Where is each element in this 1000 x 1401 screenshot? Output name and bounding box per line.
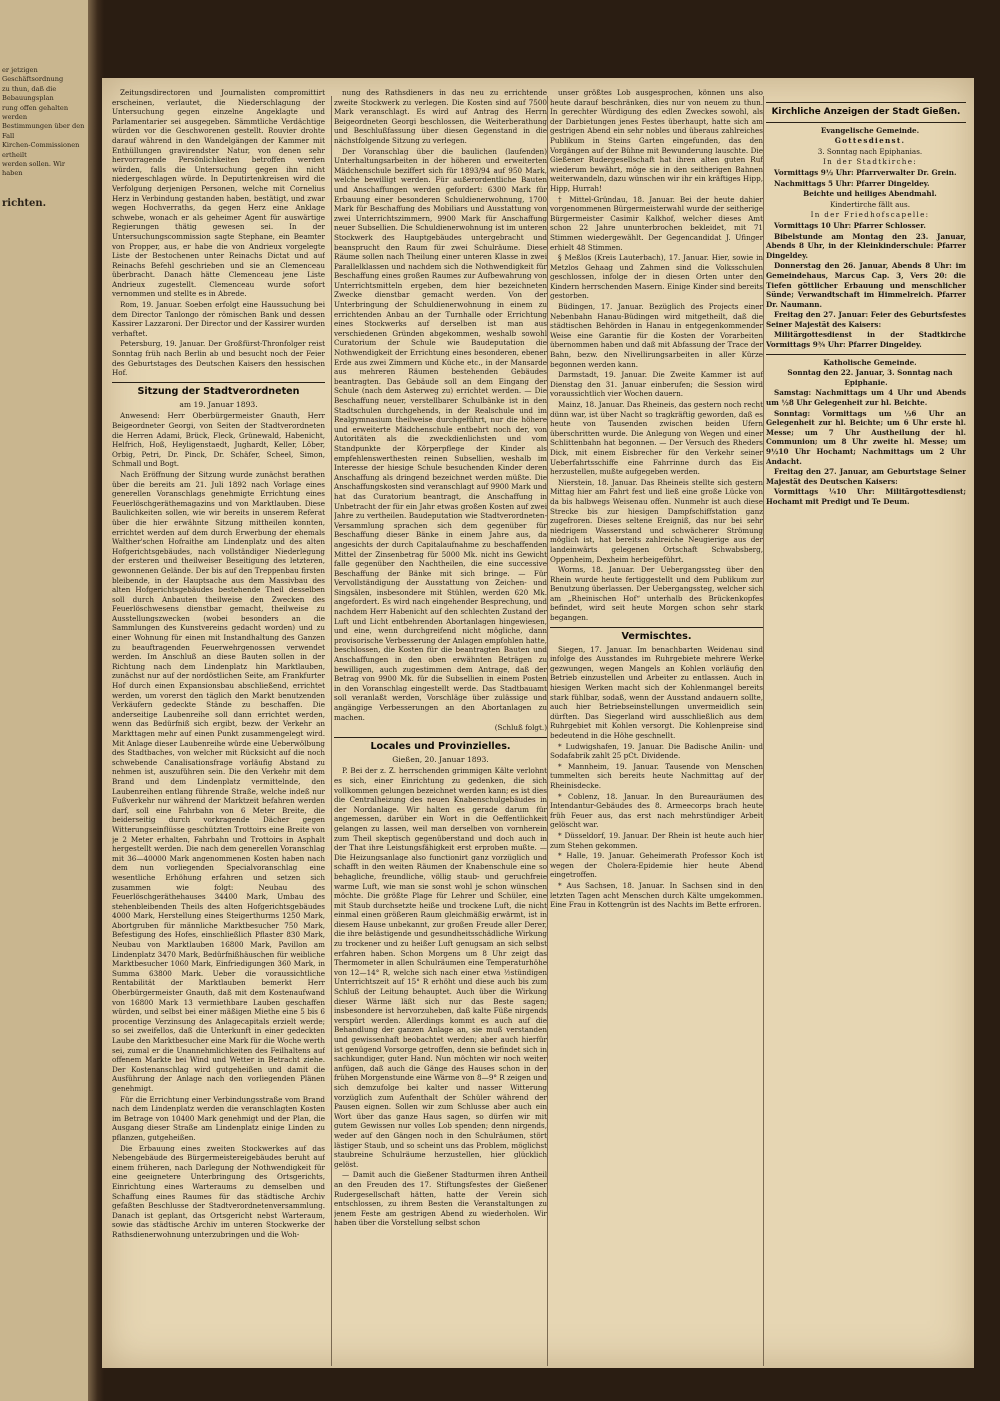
paragraph: Nach Eröffnung der Sitzung wurde zunächst berathen über die bereits am 21. Juli 1892 nach Vorlage eines generellen Voranschlags genehmigte Errichtung eines Feuerlöschgeräthemagazins und von Marktlauben. Diese Baulichkeiten sollen, wie wir bereits in unserem Referat über die hier erwähnte Sitzung mittheilen konnten, errichtet werden auf dem durch Erwerbung der ehemals Walther'schen Hofraithe am Lindenplatz und des alten Hofgerichtsgebäudes, nach vollständiger Niederlegung der ersteren und theilweiser Beseitigung des letzteren, gewonnenen Gelände. Der bis auf den Treppenbau firsten bleibende, in der Hauptsache aus dem Massivbau des alten Hofgerichtsgebäudes bestehende Theil desselben soll durch Anbauten theilweise den Zwecken des Feuerlöschwesens dienstbar gemacht, theilweise zu Ausstellungszwecken (wobei besonders an die Sammlungen des Kunstvereins gedacht worden) und zu einer Wohnung für einen mit Instandhaltung des Ganzen zu beauftragenden Feuerwehrgenossen verwendet werden. Im Anschluß an diese Bauten sollen in der Richtung nach dem Lindenplatz hin Marktlauben, zunächst nur auf der nordöstlichen Seite, am Frankfurter Hof durch einen Expansionsbau abschließend, errichtet werden, um vorerst den täglich den Markt benutzenden Verkäufern gedeckte Stände zu beschaffen. Die anderseitige Laubenreihe soll dann errichtet werden, wenn das Bedürfniß sich ergibt, bezw. der Verkehr an Markttagen mehr auf einen Punkt zusammengelegt wird. Mit Anlage dieser Laubenreihe würde eine Ueberwölbung des Stadtbaches, von welcher mit Rücksicht auf die noch schwebende Canalisationsfrage vorläufig Abstand zu nehmen ist, auszuführen sein. Die den Verkehr mit dem Brand und dem Lindenplatz vermittelnde, den Laubenreihen entlang führende Straße, welche indeß nur Fußverkehr nur während der Marktzeit befahren werden darf, soll eine Fahrbahn von 6 Meter Breite, die beiderseitig durch vorkragende Dächer gegen Witterungseinflüsse geschützten Trottoirs eine Breite von je 2 Meter erhalten, Fahrbahn und Trottoirs in Asphalt hergestellt werden. Die nach dem generellen Voranschlag mit 36—40000 Mark angenommenen Kosten haben nach dem nun vorliegenden Specialvoranschlag eine wesentliche Erhöhung erfahren und setzen sich zusammen wie folgt: Neubau des Feuerlöschgeräthehauses 34400 Mark, Umbau des stehenbleibenden Theils des alten Hofgerichtsgebäudes 4000 Mark, Herstellung eines Steigerthurms 1250 Mark, Abortgruben für männliche Marktbesucher 750 Mark, Befestigung des Hofes, einschließlich Pflaster 830 Mark, Neubau von Marktlauben 16800 Mark, Pavillon am Lindenplatz 3470 Mark, Bedürfnißhäuschen für weibliche Marktbesucher 1060 Mark, Einfriedigungen 360 Mark, in Summa 63800 Mark. Ueber die voraussichtliche Rentabilität der Marktlauben bemerkt Herr Oberbürgermeister Gnauth, daß mit dem Kostenaufwand von 16800 Mark 13 vermiethbare Lauben geschaffen würden, und selbst bei einer mäßigen Miethe eine 5 bis 6 procentige Verzinsung des Anlagecapitals erzielt werde; so sei zweifellos, daß die Unterkunft in einer gedeckten Laube den Marktbesucher eine Mark für die Woche werth sei, zumal er die Unannehmlichkeiten des Feilhaltens auf offenem Markte bei Wind und Wetter in Betracht ziehe. Der Kostenanschlag wird gutgeheißen und damit die Ausführung der Anlage nach den vorliegenden Plänen genehmigt.: [112, 469, 325, 1093]
church-line: Freitag den 27. Januar: Feier des Geburtsfestes Seiner Majestät des Kaisers:: [766, 310, 966, 329]
left-page-line: zu thun, daß die Bebauungsplan: [2, 84, 57, 103]
church-line: Militärgottesdienst in der Stadtkirche Vormittags 9¾ Uhr: Pfarrer Dingeldey.: [766, 330, 966, 350]
left-page-heading: richten.: [2, 197, 47, 209]
section-rule: [766, 122, 966, 123]
left-page-line: Kirchen-Commissionen ertheilt: [2, 141, 80, 159]
column-2: [334, 88, 547, 1363]
paragraph: P. Bei der z. Z. herrschenden grimmigen Kälte verlohnt es sich, einer Einrichtung zu gedenken, die sich vollkommen gelungen bezeichnet werden kann; es ist dies die Centralheizung des neuen Knabenschulgebäudes in der Nordanlage. Wir halten es gerade darum für angemessen, darüber ein Wort in die Oeffentlichkeit gelangen zu lassen, weil man derselben von vornherein zum Theil skeptisch gegenüberstand und doch auch in der That ihre Leistungsfähigkeit erst erproben mußte. — Die Heizungsanlage also functionirt ganz vorzüglich und schafft in den weiten Räumen der Knabenschule eine so behagliche, freundliche, völlig staub- und geruchfreie warme Luft, wie man sie sonst wohl je schon wünschen möchte. Die größte Plage für Lehrer und Schüler, eine mit Staub durchsetzte heiße und trockene Luft, die nicht einmal einen größeren Raum gleichmäßig erwärmt, ist in diesem Hause unbekannt, zur großen Freude aller Derer, die ihre belästigende und gesundheitsschädliche Wirkung zu trockener und zu heißer Luft genugsam an sich selbst erfahren haben. Schon Morgens um 8 Uhr zeigt das Thermometer in allen Schulräumen eine Temperaturhöhe von 12—14° R, welche sich nach einer etwa ½stündigen Unterrichtszeit auf 15° R erhöht und diese auch bis zum Schluß der Leitung behauptet. Auch über die Wirkung dieser Wärme läßt sich nur das Beste sagen; insbesondere ist hervorzuheben, daß kalte Füße nirgends verspürt werden. Allerdings kommt es auch auf die Behandlung der ganzen Anlage an, sie muß verstanden und gewissenhaft beobachtet werden; aber auch hierfür ist genügend Vorsorge getroffen, denn sie befindet sich in sachkundiger, guter Hand. Nun möchten wir noch weiter anfügen, daß auch die Gänge des Hauses schon in der frühen Morgenstunde eine Wärme von 8—9° R zeigen und sich demzufolge bei kalter und nasser Witterung vorzüglich zum Aufenthalt der Schüler während der Pausen eignen. Sollen wir zum Schlusse aber auch ein Wort über das ganze Haus sagen, so dürfen wir mit gutem Gewissen nur volles Lob spenden; denn nirgends, weder auf den Gängen noch in den Schulräumen, stört lästiger Staub, und so scheint uns das Problem, möglichst staubreine Schulräume herzustellen, hier glücklich gelöst.: [334, 766, 547, 1169]
column-3: [550, 88, 763, 1363]
church-line: Freitag den 27. Januar, am Geburtstage Seiner Majestät des Deutschen Kaisers:: [766, 467, 966, 486]
article-petersburg: Petersburg, 19. Januar. Der Großfürst-Thronfolger reist Sonntag früh nach Berlin ab und besucht noch der Feier des Geburtstages des Deutschen Kaisers den hessischen Hof.: [112, 339, 325, 378]
paragraph: — Damit auch die Gießener Stadturmen ihren Antheil an den Freuden des 17. Stiftungsfestes der Gießener Rudergesellschaft hätten, hatte der Verein sich entschlossen, zu ihrem Besten die Veranstaltungen zu jenem Feste am gestrigen Abend zu wiederholen. Wir haben über die Vorstellung selbst schon: [334, 1170, 547, 1228]
church-line: Kindertirche fällt aus.: [829, 199, 910, 209]
paragraph: * Mannheim, 19. Januar. Tausende von Menschen tummelten sich bereits heute Nachmittag auf der Rheinisdecke.: [550, 761, 763, 790]
church-line: Vormittags 9½ Uhr: Pfarrverwalter Dr. Grein.: [774, 167, 957, 177]
column-1: [112, 88, 325, 1363]
section-date: am 19. Januar 1893.: [179, 399, 258, 409]
church-line: Sonntag: Vormittags um ½6 Uhr an Gelegenheit zur hl. Beichte; um 6 Uhr erste hl. Messe; um 7 Uhr Austheilung der hl. Communion; um 8 Uhr zweite hl. Messe; um 9½10 Uhr Hochamt; Nachmittags um 2 Uhr Andacht.: [766, 408, 966, 466]
paragraph: Nierstein, 18. Januar. Das Rheineis stellte sich gestern Mittag hier am Fahrt fest und ließ eine große Lücke von da bis halbwegs Weisenau offen. Nunmehr ist auch diese Strecke bis zur hiesigen Dampfschiffstation ganz zugefroren. Dieses seltene Ereigniß, das nur bei sehr niedrigem Wasserstand und schwächerer Strömung möglich ist, hat bereits zahlreiche Neugierige aus der landeinwärts gelegenen Ortschaft Schwabsberg, Oppenheim, Dexheim herbeigeführt.: [550, 477, 763, 564]
left-page-line: Bestimmungen über den Fall: [2, 122, 85, 140]
section-dateline: Gießen, 20. Januar 1893.: [392, 754, 489, 764]
left-page-line: rung offen gehalten werden: [2, 103, 69, 122]
column-4: [766, 88, 966, 1363]
paragraph: Der Voranschlag über die baulichen (laufenden) Unterhaltungsarbeiten in der höheren und erweiterten Mädchenschule beziffert sich für 1893/94 auf 950 Mark, welche bewilligt werden. Für außerordentliche Bauten und Anschaffungen werden gefordert: 6300 Mark für Erbauung einer besonderen Schuldienerwohnung, 1700 Mark für Beschaffung des Mobiliars und Ausstattung von zwei Unterrichtszimmern, 9900 Mark für Anschaffung neuer Subsellien. Die Schuldienerwohnung ist im unteren Stockwerk des Hauptgebäudes untergebracht und beansprucht den Raum für zwei Schulräume. Diese Räume sollen nach Theilung einer unteren Klasse in zwei Parallelklassen und nachdem sich die Nothwendigkeit für Beschaffung eines großen Raumes zur Aufbewahrung von Unterrichtsmitteln ergeben, dem hier bezeichneten Zwecke dienstbar gemacht werden. Von der Unterbringung der Schuldienerwohnung in einem zu errichtenden Anbau an der Turnhalle oder Errichtung eines Stockwerks auf derselben ist man aus verschiedenen Gründen abgekommen, weshalb sowohl Curatorium der Schule wie Baudeputation die Nothwendigkeit der Errichtung eines besonderen, ebener Erde aus zwei Zimmern und Küche etc., in der Mansarde aus mehreren Räumen bestehenden Gebäudes beantragten. Das Gebäude soll an dem Eingang der Schule (nach dem Asterweg zu) errichtet werden. — Die Beschaffung neuer, verstellbarer Schulbänke ist in den Stadtschulen durchgehends, in der Realschule und im Realgymnasium theilweise durchgeführt, nur die höhere und erweiterte Mädchenschule entbehrt noch der, von Autoritäten als die zweckdienlichsten und vom Standpunkte der Körperpflege der Kinder als empfehlenswerthesten reinen Subsellien, weshalb im Interesse der hiesige Schule besuchenden Kinder deren Anschaffung als dringend bezeichnet werden müßte. Die Anschaffungskosten sind veranschlagt auf 9900 Mark und hat das Curatorium beantragt, die Anschaffung in Unbetracht der für ein Jahr etwas großen Kosten auf zwei Jahre zu vertheilen. Baudeputation wie Stadtverordneten-Versammlung sprachen sich dem gegenüber für Beschaffung dieser Bänke in einem Jahre aus, da angesichts der durch Capitalaufnahme zu beschaffenden Mittel der Zinsenbetrag für 5000 Mk. nicht ins Gewicht falle gegenüber den Nachtheilen, die eine successive Beschaffung der Bänke mit sich bringe. — Für Vervollständigung der Ausstattung von Zeichen- und Singsälen, insbesondere mit Stühlen, werden 620 Mk. angefordert. Es wird nach eingehender Besprechung, und nachdem Herr Habenicht auf den schlechten Zustand der Luft und Licht entbehrenden Abortanlagen hingewiesen, und eine, wenn durchgreifend nicht mögliche, dann provisorische Verbesserung der Anlagen empfohlen hatte, beschlossen, die Kosten für die beantragten Bauten und Anschaffungen in den oben erwähnten Beträgen zu bewilligen, auch zugestimmen dem Antrage, daß der Betrag von 9900 Mk. für die Subsellien in einem Posten in den Voranschlag eingestellt werde. Das Stadtbauamt soll veranlaßt werden, Vorschläge über zulässige und angängige Verbesserungen an den Abortanlagen zu machen.: [334, 146, 547, 722]
section-rule: [766, 102, 966, 103]
section-rule: [334, 737, 547, 738]
column-divider: [763, 96, 764, 1366]
column-divider: [547, 96, 548, 1366]
article-paris: Zeitungsdirectoren und Journalisten compromittirt erscheinen, verlautet, die Niederschlagung der Untersuchung gegen einzelne Angeklagte und Parlamentarier sei ausgegeben. Sämmtliche Verdächtige würden vor die Geschworenen gestellt. Rouvier drohte darauf während in den Wandelgängen der Kammer mit Enthüllungen gravirendster Natur, von denen sehr hervorragende Persönlichkeiten betroffen werden würden, falls die Untersuchung gegen ihn nicht niedergeschlagen würde. In Deputirtenkreisen wird die Verfolgung derjenigen Personen, welche mit Cornelius Herz in Verbindung gestanden haben, bestätigt, und zwar wegen Hochverraths, da gegen Herz eine Anklage schwebe, wonach er als geheimer Agent für auswärtige Regierungen thätig gewesen sei. In der Untersuchungscommission sagte Stephane, ein Beamter von Propper, aus, er habe die von Andrieux vorgelegte Liste der Bestochenen unter Reinachs Dictat und auf Reinachs Befehl geschrieben und sie an Clemenceau überbracht. Danach hätte Clemenceau jene Liste Andrieux zugestellt. Clemenceau wurde sofort vernommen und stellte es in Abrede.: [112, 88, 325, 299]
paragraph: Die Erbauung eines zweiten Stockwerkes auf das Nebengebäude des Bürgermeistereigebäudes beruht auf einem früheren, nach Darlegung der Nothwendigkeit für eine geeignetere Unterbringung des Ortsgerichts, Einrichtung eines Warteraums zu demselben und Schaffung eines Raumes für das städtische Archiv gefaßten Beschlusse der Stadtverordnetenversammlung. Danach ist geplant, das Ortsgericht nebst Warteraum, sowie das städtische Archiv im unteren Stockwerke der Rathsdienerwohnung unterzubringen und die Woh-: [112, 1143, 325, 1239]
section-title-stadtverordnete: Sitzung der Stadtverordneten: [137, 385, 300, 397]
paragraph: Siegen, 17. Januar. Im benachbarten Weidenau sind infolge des Ausstandes im Ruhrgebiete mehrere Werke gezwungen, wegen Mangels an Kohlen vorläufig den Betrieb einzustellen und Arbeiter zu entlassen. Auch in hiesigen Werken macht sich der Kohlenmangel bereits stark fühlbar, sodaß, wenn der Ausstand andauern sollte, auch hier Betriebseinstellungen unvermeidlich sein dürften. Das Siegerland wird ausschließlich aus dem Ruhrgebiet mit Kohlen versorgt. Die Kohlenpreise sind bedeutend in die Höhe geschnellt.: [550, 644, 763, 740]
church-line: Sonntag den 22. Januar, 3. Sonntag nach Epiphanie.: [787, 368, 953, 387]
left-page-text: [2, 66, 86, 1356]
section-title-kirchlich: Kirchliche Anzeigen der Stadt Gießen.: [771, 106, 961, 117]
paragraph: * Aus Sachsen, 18. Januar. In Sachsen sind in den letzten Tagen acht Menschen durch Kälte umgekommen. Eine Frau in Kottengrün ist des Nachts im Bette erfroren.: [550, 880, 763, 910]
paragraph: unser größtes Lob ausgesprochen, können uns also heute darauf beschränken, dies nur von neuem zu thun. In gerechter Würdigung des edlen Zweckes sowohl, als der Darbietungen jenes Festes überhaupt, hatte sich am gestrigen Abend ein sehr nobles und überaus zahlreiches Publikum in Steins Garten eingefunden, das den Vorgängen auf der Bühne mit Bewunderung lauschte. Die Gießener Rudergesellschaft hat ihren alten guten Ruf wiederum bewährt, möge sie in den seitherigen Bahnen weiterwandeln, dazu wünschen wir ihr ein kräftiges Hipp, Hipp, Hurrah!: [550, 88, 763, 193]
newspaper-page: [102, 78, 974, 1368]
paragraph: † Mittel-Gründau, 18. Januar. Bei der heute dahier vorgenommenen Bürgermeisterwahl wurde der seitherige Bürgermeister Casimir Kalkhof, welcher dieses Amt schon 22 Jahre ununterbrochen bekleidet, mit 71 Stimmen wiedergewählt. Der Gegencandidat J. Ufinger erhielt 48 Stimmen.: [550, 194, 763, 252]
church-line: Vormittags ¼10 Uhr: Militärgottesdienst; Hochamt mit Predigt und Te Deum.: [766, 487, 966, 506]
section-rule: [550, 627, 763, 628]
closing-note: (Schluß folgt.): [494, 723, 547, 733]
church-line: Katholische Gemeinde.: [823, 357, 917, 367]
church-line: Vormittags 10 Uhr: Pfarrer Schlosser.: [774, 220, 926, 230]
church-line: Donnerstag den 26. Januar, Abends 8 Uhr: im Gemeindehaus, Marcus Cap. 3, Vers 20: die Tiefen göttlicher Erbauung und menschlicher Sünde; Verwandtschaft im Himmelreich. Pfarrer Dr. Naumann.: [766, 261, 966, 309]
church-line: Bibelstunde am Montag den 23. Januar, Abends 8 Uhr, in der Kleinkinderschule: Pfarrer Dingeldey.: [766, 231, 966, 260]
paragraph: * Düsseldorf, 19. Januar. Der Rhein ist heute auch hier zum Stehen gekommen.: [550, 830, 763, 850]
church-line: 3. Sonntag nach Epiphanias.: [817, 146, 923, 156]
section-title-lokales: Locales und Provinzielles.: [370, 740, 511, 752]
section-rule: [766, 354, 966, 355]
church-line: Beichte und heiliges Abendmahl.: [803, 189, 937, 199]
paragraph: Mainz, 18. Januar. Das Rheineis, das gestern noch recht dünn war, ist über Nacht so tragkräftig geworden, daß es heute von Tausenden zwischen beiden Ufern überschritten wurde. Die Anlegung von Wegen und einer Schlittenbahn hat begonnen. — Der Versuch des Rheders Dick, mit einem Eisbrecher für den Verkehr seiner Ueberfahrtsschiffe eine Fahrrinne durch das Eis herzustellen, mußte aufgegeben werden.: [550, 400, 763, 477]
church-line: Samstag: Nachmittags um 4 Uhr und Abends um ½8 Uhr Gelegenheit zur hl. Beichte.: [766, 388, 966, 408]
paragraph: Anwesend: Herr Oberbürgermeister Gnauth, Herr Beigeordneter Georgi, von Seiten der Stadtverordneten die Herren Adami, Brück, Fleck, Grünewald, Habenicht, Helfrich, Hoß, Heyligenstaedt, Jughardt, Keller, Löber, Orbig, Petri, Dr. Pinck, Dr. Schäfer, Scheel, Simon, Schmall und Bogt.: [112, 411, 325, 469]
article-rom: Rom, 19. Januar. Soeben erfolgt eine Haussuchung bei dem Director Tanlongo der römischen Bank und dessen Kassirer Lazzaroni. Der Director und der Kassirer wurden verhaftet.: [112, 300, 325, 338]
paragraph: Büdingen, 17. Januar. Bezüglich des Projects einer Nebenbahn Hanau-Büdingen wird mitgetheilt, daß die städtischen Behörden in Hanau in entgegenkommender Weise eine Garantie für die Kosten der Vorarbeiten übernommen haben und daß mit Abfassung der Trace der Bahn, bezw. den Nivellirungsarbeiten in aller Kürze begonnen werden kann.: [550, 302, 763, 369]
paragraph: Darmstadt, 19. Januar. Die Zweite Kammer ist auf Dienstag den 31. Januar einberufen; die Session wird voraussichtlich vier Wochen dauern.: [550, 370, 763, 399]
church-line: Nachmittags 5 Uhr: Pfarrer Dingeldey.: [774, 178, 930, 188]
church-line: In der Stadtkirche:: [822, 157, 918, 167]
section-rule: [112, 382, 325, 383]
left-page-fragment: [0, 0, 98, 1401]
paragraph: Worms, 18. Januar. Der Uebergangssteg über den Rhein wurde heute fertiggestellt und dem Publikum zur Benutzung überlassen. Der Uebergangssteg, welcher sich am „Rheinischen Hof“ unterhalb des Brückenkopfes befindet, wird seit heute Morgen schon sehr stark begangen.: [550, 565, 763, 623]
paragraph: * Halle, 19. Januar. Geheimerath Professor Koch ist wegen der Cholera-Epidemie hier heute Abend eingetroffen.: [550, 851, 763, 880]
paragraph-continued: [766, 88, 966, 98]
church-line: In der Friedhofscapelle:: [810, 210, 930, 220]
paragraph: § Meßlos (Kreis Lauterbach), 17. Januar. Hier, sowie in Metzlos Gehaag und Zahmen sind die Volksschulen geschlossen, infolge der in diesen Orten unter den Kindern herrschenden Masern. Einige Kinder sind bereits gestorben.: [550, 253, 763, 301]
column-divider: [331, 96, 332, 1366]
left-page-line: werden sollen. Wir haben: [2, 160, 65, 178]
left-page-line: er jetzigen Geschäftsordnung: [2, 66, 64, 84]
section-title-vermischtes: Vermischtes.: [621, 630, 692, 642]
church-line: Gottesdienst.: [834, 136, 906, 146]
paragraph: * Ludwigshafen, 19. Januar. Die Badische Anilin- und Sodafabrik zahlt 25 pCt. Dividende.: [550, 741, 763, 761]
paragraph: * Coblenz, 18. Januar. In den Bureauräumen des Intendantur-Gebäudes des 8. Armeecorps brach heute früh Feuer aus, das erst nach mehrstündiger Arbeit gelöscht war.: [550, 791, 763, 830]
paragraph: Für die Errichtung einer Verbindungsstraße vom Brand nach dem Lindenplatz werden die veranschlagten Kosten im Betrage von 10400 Mark genehmigt und der Plan, die Ausgang dieser Straße am Lindenplatz einige Linden zu pflanzen, gutgeheißen.: [112, 1094, 325, 1142]
paragraph: nung des Rathsdieners in das neu zu errichtende zweite Stockwerk zu verlegen. Die Kosten sind auf 7500 Mark veranschlagt. Es wird auf Antrag des Herrn Beigeordneten Georgi beschlossen, die Weiterberathung und Beschlußfassung über diesen Gegenstand in die nächstfolgende Sitzung zu verlegen.: [334, 88, 547, 145]
church-line: Evangelische Gemeinde.: [820, 125, 920, 135]
